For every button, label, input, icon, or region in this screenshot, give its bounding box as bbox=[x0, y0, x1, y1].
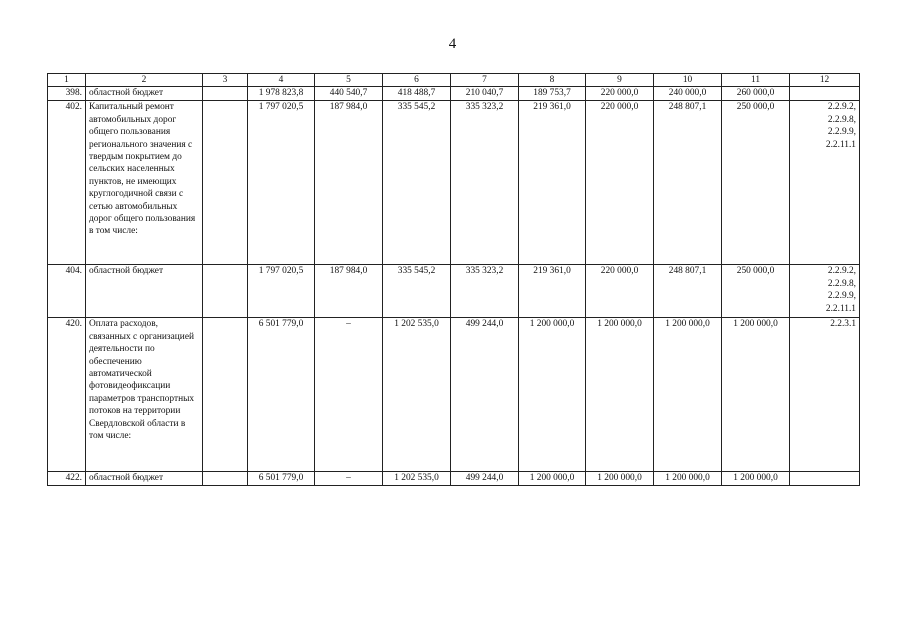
row-codes bbox=[790, 265, 860, 318]
row-value: 219 361,0 bbox=[519, 101, 586, 265]
row-value bbox=[203, 265, 248, 318]
row-value: 1 978 823,8 bbox=[248, 87, 315, 101]
row-description: областной бюджет bbox=[86, 87, 203, 101]
table-row bbox=[48, 318, 860, 472]
row-value: 1 200 000,0 bbox=[586, 472, 654, 486]
column-header: 8 bbox=[519, 74, 586, 87]
row-value: 6 501 779,0 bbox=[248, 318, 315, 472]
row-number: 420. bbox=[48, 318, 86, 472]
goal-code: 2.2.3.1 bbox=[830, 319, 856, 330]
table-row bbox=[48, 472, 860, 486]
column-header: 3 bbox=[203, 74, 248, 87]
row-value: 499 244,0 bbox=[451, 472, 519, 486]
row-value: 187 984,0 bbox=[315, 265, 383, 318]
row-value: 440 540,7 bbox=[315, 87, 383, 101]
row-number: 402. bbox=[48, 101, 86, 265]
row-value: 250 000,0 bbox=[722, 265, 790, 318]
row-value: 220 000,0 bbox=[586, 101, 654, 265]
row-value: 220 000,0 bbox=[586, 87, 654, 101]
column-header: 12 bbox=[790, 74, 860, 87]
column-header: 4 bbox=[248, 74, 315, 87]
column-header: 5 bbox=[315, 74, 383, 87]
row-value: 1 200 000,0 bbox=[654, 472, 722, 486]
row-value: 1 797 020,5 bbox=[248, 265, 315, 318]
row-number: 404. bbox=[48, 265, 86, 318]
row-value: 1 200 000,0 bbox=[722, 318, 790, 472]
column-header: 7 bbox=[451, 74, 519, 87]
row-value bbox=[203, 472, 248, 486]
row-value: 418 488,7 bbox=[383, 87, 451, 101]
row-value: 248 807,1 bbox=[654, 265, 722, 318]
table-row bbox=[48, 87, 860, 101]
column-header: 11 bbox=[722, 74, 790, 87]
row-value: – bbox=[315, 472, 383, 486]
goal-code: 2.2.9.9, bbox=[827, 291, 856, 302]
row-value: – bbox=[315, 318, 383, 472]
header-row bbox=[48, 74, 860, 87]
row-number: 422. bbox=[48, 472, 86, 486]
row-value: 240 000,0 bbox=[654, 87, 722, 101]
row-codes bbox=[790, 101, 860, 265]
row-value: 335 545,2 bbox=[383, 101, 451, 265]
row-value: 189 753,7 bbox=[519, 87, 586, 101]
row-value: 1 200 000,0 bbox=[519, 318, 586, 472]
row-value: 1 202 535,0 bbox=[383, 318, 451, 472]
row-value: 248 807,1 bbox=[654, 101, 722, 265]
column-header: 1 bbox=[48, 74, 86, 87]
row-value: 1 200 000,0 bbox=[519, 472, 586, 486]
row-codes bbox=[790, 318, 860, 472]
row-description: областной бюджет bbox=[86, 265, 203, 318]
row-value: 1 200 000,0 bbox=[654, 318, 722, 472]
row-value bbox=[203, 87, 248, 101]
row-value: 499 244,0 bbox=[451, 318, 519, 472]
goal-code: 2.2.9.2, bbox=[827, 102, 856, 113]
goal-code: 2.2.9.9, bbox=[827, 127, 856, 138]
row-description: Капитальный ремонт автомобильных дорог общего пользования регионального значения с твердым покрытием до сельских населенных пунктов, не имеющих круглогодичной связи с сетью автомобильных дорог общего пользования в том числе: bbox=[86, 101, 203, 265]
column-header: 2 bbox=[86, 74, 203, 87]
row-value: 220 000,0 bbox=[586, 265, 654, 318]
goal-code: 2.2.9.8, bbox=[827, 114, 856, 125]
goal-code: 2.2.11.1 bbox=[825, 139, 856, 150]
row-value: 250 000,0 bbox=[722, 101, 790, 265]
budget-table bbox=[47, 73, 860, 486]
table-row bbox=[48, 101, 860, 265]
row-value: 1 797 020,5 bbox=[248, 101, 315, 265]
row-description: областной бюджет bbox=[86, 472, 203, 486]
table-row bbox=[48, 265, 860, 318]
row-value: 1 202 535,0 bbox=[383, 472, 451, 486]
row-value: 6 501 779,0 bbox=[248, 472, 315, 486]
row-value: 335 323,2 bbox=[451, 101, 519, 265]
row-value bbox=[203, 101, 248, 265]
row-value: 260 000,0 bbox=[722, 87, 790, 101]
column-header: 6 bbox=[383, 74, 451, 87]
row-codes bbox=[790, 472, 860, 486]
page-number: 4 bbox=[448, 36, 457, 52]
goal-code: 2.2.9.8, bbox=[827, 278, 856, 289]
row-value bbox=[203, 318, 248, 472]
goal-code: 2.2.11.1 bbox=[825, 303, 856, 314]
row-value: 1 200 000,0 bbox=[722, 472, 790, 486]
row-value: 335 545,2 bbox=[383, 265, 451, 318]
row-value: 187 984,0 bbox=[315, 101, 383, 265]
row-value: 219 361,0 bbox=[519, 265, 586, 318]
column-header: 10 bbox=[654, 74, 722, 87]
row-description: Оплата расходов, связанных с организацией деятельности по обеспечению автоматической фотовидеофиксации параметров транспортных потоков на территории Свердловской области в том числе: bbox=[86, 318, 203, 472]
row-value: 210 040,7 bbox=[451, 87, 519, 101]
goal-code: 2.2.9.2, bbox=[827, 266, 856, 277]
column-header: 9 bbox=[586, 74, 654, 87]
row-value: 335 323,2 bbox=[451, 265, 519, 318]
row-number: 398. bbox=[48, 87, 86, 101]
row-value: 1 200 000,0 bbox=[586, 318, 654, 472]
row-codes bbox=[790, 87, 860, 101]
